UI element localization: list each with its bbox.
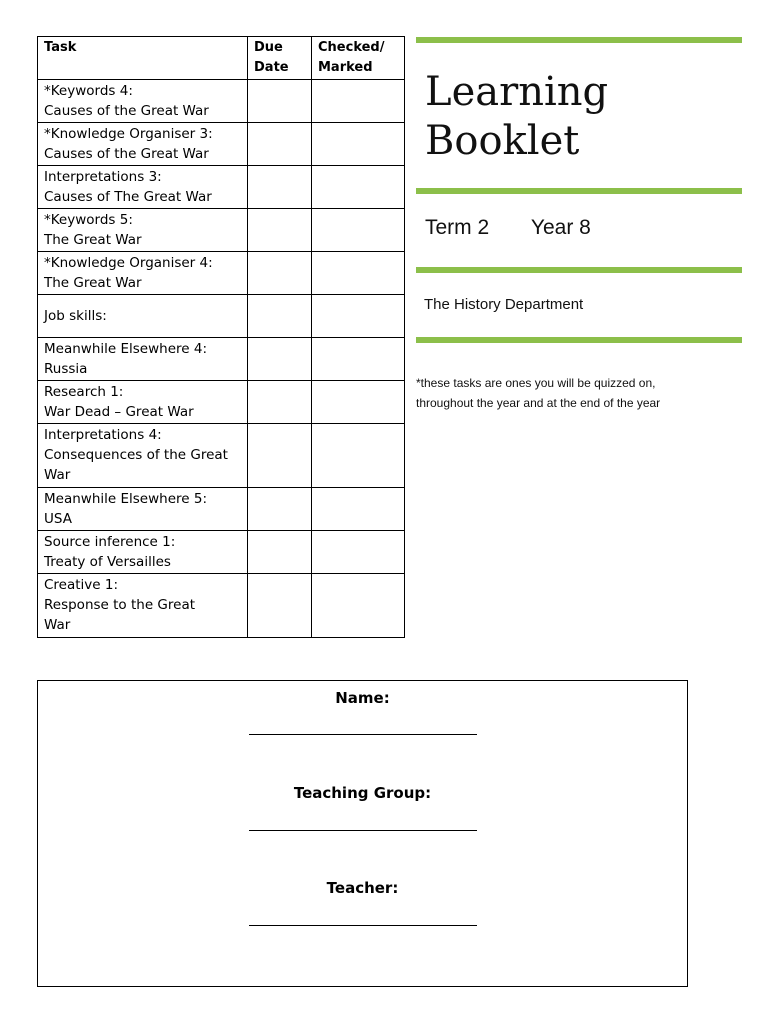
checked-cell[interactable] <box>312 338 405 381</box>
due-date-cell[interactable] <box>248 166 312 209</box>
checked-cell[interactable] <box>312 166 405 209</box>
term-label: Term 2 <box>425 216 490 239</box>
task-cell: Creative 1: Response to the Great War <box>38 574 248 638</box>
checked-cell[interactable] <box>312 80 405 123</box>
due-date-cell[interactable] <box>248 252 312 295</box>
checked-cell[interactable] <box>312 209 405 252</box>
table-row <box>38 80 405 123</box>
green-divider-3 <box>416 267 742 273</box>
checked-cell[interactable] <box>312 252 405 295</box>
header-checked-marked: Checked/ Marked <box>312 37 405 80</box>
task-cell: Meanwhile Elsewhere 5: USA <box>38 488 248 531</box>
task-cell: *Keywords 4: Causes of the Great War <box>38 80 248 123</box>
teacher-line[interactable] <box>249 925 477 926</box>
due-date-cell[interactable] <box>248 488 312 531</box>
due-date-cell[interactable] <box>248 574 312 638</box>
due-date-cell[interactable] <box>248 123 312 166</box>
task-cell: Meanwhile Elsewhere 4: Russia <box>38 338 248 381</box>
due-date-cell[interactable] <box>248 531 312 574</box>
green-divider-top <box>416 37 742 43</box>
table-row <box>38 252 405 295</box>
table-row <box>38 166 405 209</box>
checked-cell[interactable] <box>312 531 405 574</box>
due-date-cell[interactable] <box>248 424 312 488</box>
task-cell: *Knowledge Organiser 3: Causes of the Great War <box>38 123 248 166</box>
task-cell: *Keywords 5: The Great War <box>38 209 248 252</box>
teacher-label: Teacher: <box>326 879 399 897</box>
table-header-row <box>38 37 405 80</box>
due-date-cell[interactable] <box>248 338 312 381</box>
teaching-group-line[interactable] <box>249 830 477 831</box>
checked-cell[interactable] <box>312 295 405 338</box>
task-cell: *Knowledge Organiser 4: The Great War <box>38 252 248 295</box>
task-cell: Research 1: War Dead – Great War <box>38 381 248 424</box>
due-date-cell[interactable] <box>248 209 312 252</box>
title-line-1: Learning <box>425 69 609 115</box>
booklet-title <box>425 68 608 166</box>
teaching-group-label: Teaching Group: <box>293 784 432 802</box>
task-cell: Job skills: <box>38 295 248 338</box>
table-row <box>38 488 405 531</box>
header-task: Task <box>38 37 248 80</box>
due-date-cell[interactable] <box>248 80 312 123</box>
checked-cell[interactable] <box>312 488 405 531</box>
task-table <box>37 36 405 638</box>
year-label: Year 8 <box>530 216 591 239</box>
task-cell: Interpretations 4: Consequences of the Great War <box>38 424 248 488</box>
quiz-note <box>416 373 746 413</box>
term-year-line <box>425 216 591 240</box>
checked-cell[interactable] <box>312 424 405 488</box>
quiz-note-line-2: throughout the year and at the end of the year <box>416 396 661 410</box>
table-row <box>38 574 405 638</box>
title-line-2: Booklet <box>425 118 580 164</box>
table-row <box>38 123 405 166</box>
table-row <box>38 381 405 424</box>
green-divider-4 <box>416 337 742 343</box>
table-row <box>38 338 405 381</box>
header-due-date: Due Date <box>248 37 312 80</box>
checked-cell[interactable] <box>312 574 405 638</box>
quiz-note-line-1: *these tasks are ones you will be quizzed on, <box>416 376 656 390</box>
table-row <box>38 209 405 252</box>
table-row <box>38 424 405 488</box>
name-label: Name: <box>335 689 390 707</box>
table-row <box>38 531 405 574</box>
due-date-cell[interactable] <box>248 295 312 338</box>
department-name: The History Department <box>424 296 584 313</box>
name-line[interactable] <box>249 734 477 735</box>
task-cell: Source inference 1: Treaty of Versailles <box>38 531 248 574</box>
checked-cell[interactable] <box>312 381 405 424</box>
table-row <box>38 295 405 338</box>
due-date-cell[interactable] <box>248 381 312 424</box>
student-details-box <box>37 680 688 987</box>
task-cell: Interpretations 3: Causes of The Great War <box>38 166 248 209</box>
green-divider-2 <box>416 188 742 194</box>
checked-cell[interactable] <box>312 123 405 166</box>
